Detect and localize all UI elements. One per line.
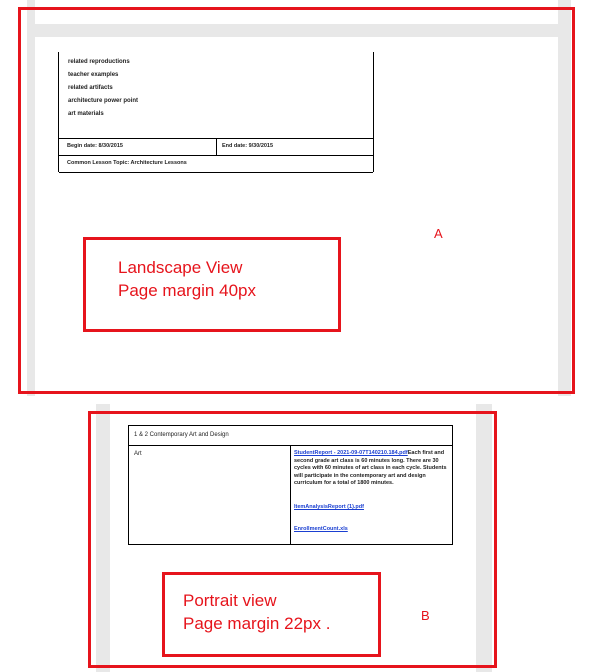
label-a: A (434, 226, 443, 241)
landscape-margin-label: Page margin 40px (118, 281, 256, 300)
resource-item: art materials (68, 111, 104, 117)
portrait-view-label: Portrait view (183, 591, 277, 610)
resource-item: teacher examples (68, 72, 119, 78)
resource-item: architecture power point (68, 98, 139, 104)
end-date: End date: 9/30/2015 (222, 143, 274, 149)
portrait-margin-label: Page margin 22px . (183, 614, 331, 633)
student-report-link[interactable]: StudentReport - 2021-09-07T140210.184.pdf (294, 450, 408, 456)
resource-item: related reproductions (68, 59, 130, 65)
course-title: 1 & 2 Contemporary Art and Design (134, 432, 229, 438)
landscape-view-label: Landscape View (118, 258, 243, 277)
subject-cell: Art (134, 451, 142, 457)
description-text: Each first and second grade art class is 60 minutes long. There are 30 cycles with 60 minutes of art class in each cycle. Students will participate in the contemporary art and design curriculum for a total of 1800 minutes. (294, 450, 447, 486)
enrollment-count-link[interactable]: EnrollmentCount.xls (294, 526, 348, 532)
begin-date: Begin date: 8/30/2015 (67, 143, 123, 149)
portrait-highlight-frame (88, 411, 497, 668)
common-lesson-topic: Common Lesson Topic: Architecture Lessons (67, 160, 187, 166)
label-b: B (421, 608, 430, 623)
landscape-highlight-frame (18, 7, 575, 394)
resource-item: related artifacts (68, 85, 113, 91)
item-analysis-link[interactable]: ItemAnalysisReport (1).pdf (294, 504, 364, 510)
